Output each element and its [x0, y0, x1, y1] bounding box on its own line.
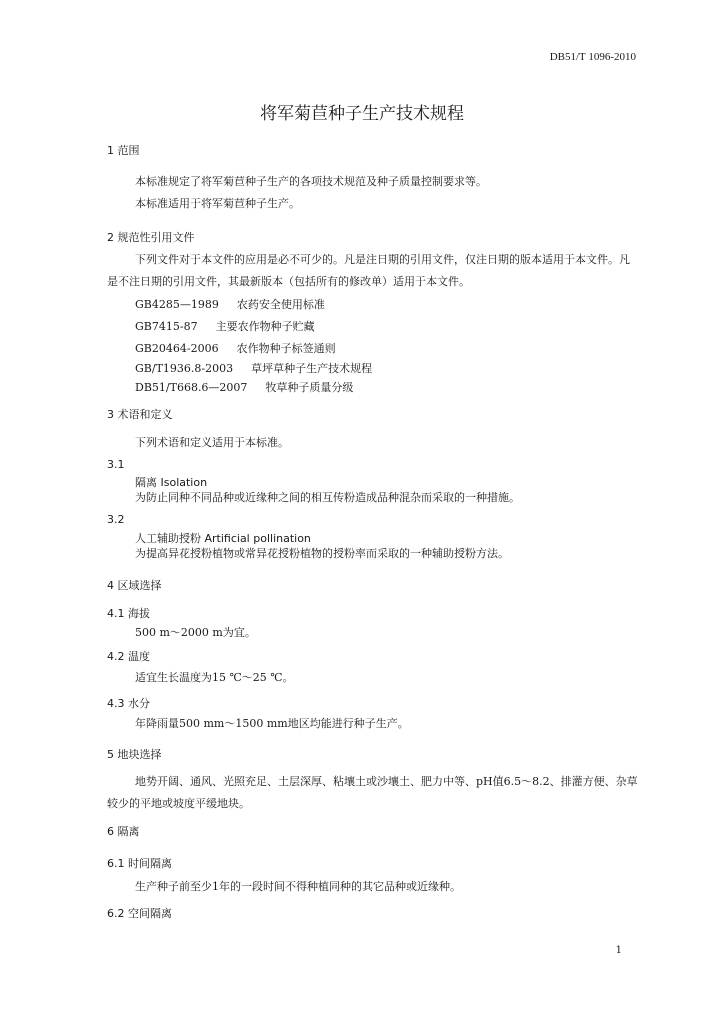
subsection-4-1-paragraph: 500 m～2000 m为宜。 [135, 626, 256, 639]
subsection-4-2-heading: 4.2 温度 [107, 650, 150, 663]
term-isolation: 隔离 Isolation [135, 476, 208, 489]
section-5-paragraph: 地势开阔、通风、光照充足、土层深厚、粘壤土或沙壤土、肥力中等、pH值6.5～8.2、排灌方便、杂草较少的平地或坡度平缓地块。 [107, 775, 638, 810]
subsection-4-3-heading: 4.3 水分 [107, 697, 150, 710]
reference-title: 牧草种子质量分级 [265, 381, 354, 394]
reference-item [135, 360, 372, 376]
section-1-paragraph-2: 本标准适用于将军菊苣种子生产。 [135, 197, 300, 210]
reference-item [135, 296, 325, 312]
section-1-heading: 1 范围 [107, 144, 140, 157]
reference-code: GB7415-87 [135, 320, 198, 333]
section-2-heading: 2 规范性引用文件 [107, 231, 195, 244]
subsection-4-3-paragraph: 年降雨量500 mm～1500 mm地区均能进行种子生产。 [135, 717, 409, 730]
section-1-paragraph-1: 本标准规定了将军菊苣种子生产的各项技术规范及种子质量控制要求等。 [135, 175, 487, 188]
reference-code: GB/T1936.8-2003 [135, 362, 234, 375]
reference-code: GB20464-2006 [135, 342, 219, 355]
reference-title: 草坪草种子生产技术规程 [251, 362, 373, 375]
reference-item [135, 318, 315, 334]
subsection-6-2-heading: 6.2 空间隔离 [107, 907, 172, 920]
clause-3-2-number: 3.2 [107, 513, 125, 526]
subsection-6-1-heading: 6.1 时间隔离 [107, 857, 172, 870]
section-5-heading: 5 地块选择 [107, 748, 162, 761]
subsection-6-1-paragraph: 生产种子前至少1年的一段时间不得种植同种的其它品种或近缘种。 [135, 880, 461, 893]
reference-item [135, 379, 353, 395]
page-title: 将军菊苣种子生产技术规程 [260, 104, 464, 124]
clause-3-1-number: 3.1 [107, 458, 125, 471]
section-2-paragraph: 下列文件对于本文件的应用是必不可少的。凡是注日期的引用文件，仅注日期的版本适用于本文件。凡是不注日期的引用文件，其最新版本（包括所有的修改单）适用于本文件。 [107, 253, 630, 288]
subsection-4-2-paragraph: 适宜生长温度为15 ℃～25 ℃。 [135, 671, 294, 684]
reference-title: 农药安全使用标准 [236, 298, 325, 311]
subsection-4-1-heading: 4.1 海拔 [107, 607, 150, 620]
page-number: 1 [615, 945, 622, 956]
reference-code: GB4285—1989 [135, 298, 219, 311]
section-3-heading: 3 术语和定义 [107, 408, 173, 421]
term-isolation-definition: 为防止同种不同品种或近缘种之间的相互传粉造成品种混杂而采取的一种措施。 [135, 491, 520, 504]
reference-title: 农作物种子标签通则 [236, 342, 336, 355]
section-6-heading: 6 隔离 [107, 825, 140, 838]
term-artificial-pollination: 人工辅助授粉 Artificial pollination [135, 532, 311, 545]
reference-item [135, 340, 336, 356]
reference-title: 主要农作物种子贮藏 [215, 320, 315, 333]
document-code: DB51/T 1096-2010 [549, 51, 636, 63]
section-4-heading: 4 区域选择 [107, 579, 162, 592]
reference-code: DB51/T668.6—2007 [135, 381, 248, 394]
section-3-paragraph: 下列术语和定义适用于本标准。 [135, 436, 289, 449]
term-artificial-pollination-definition: 为提高异花授粉植物或常异花授粉植物的授粉率而采取的一种辅助授粉方法。 [135, 547, 509, 560]
